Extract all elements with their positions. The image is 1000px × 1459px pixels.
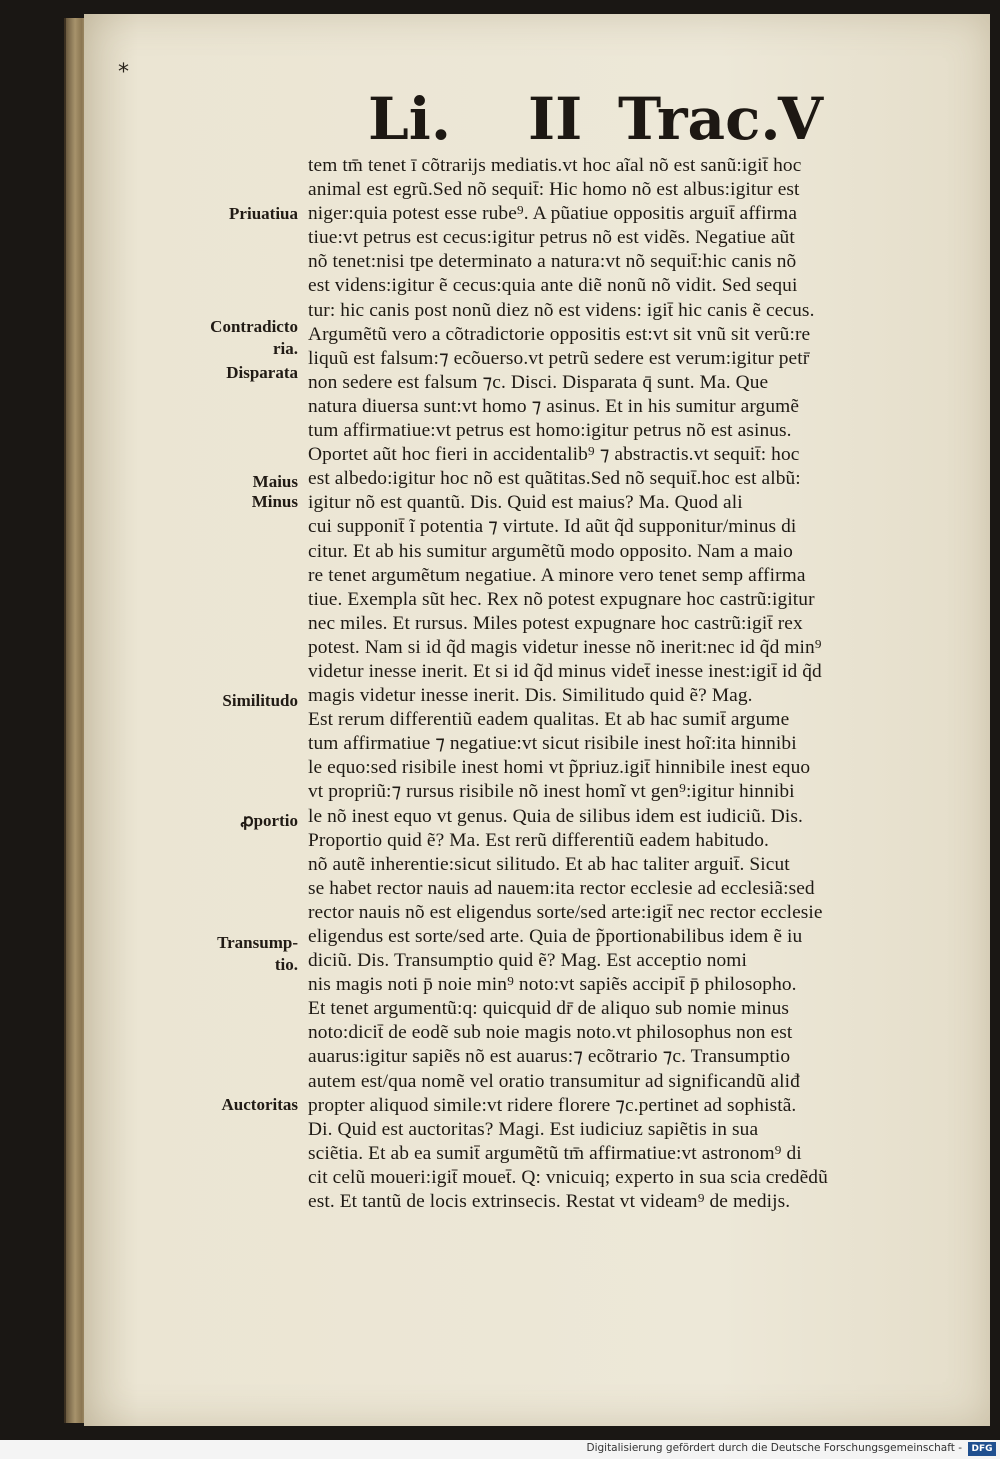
header-book-number: II xyxy=(528,85,583,153)
text-line: le nõ inest equo vt genus. Quia de silibus idem est iudiciũ. Dis. xyxy=(308,805,803,827)
text-line: citur. Et ab his sumitur argumẽtũ modo opposito. Nam a maio xyxy=(308,540,793,562)
text-line: Proportio quid ẽ? Ma. Est rerũ differentiũ eadem habitudo. xyxy=(308,829,769,851)
text-line: le equo:sed risibile inest homi vt p̃priuz.igit̄ hinnibile inest equo xyxy=(308,757,811,779)
text-line: autem est/qua nomẽ vel oratio transumitur ad significandũ aliđ xyxy=(308,1070,800,1092)
text-line: auarus:igitur sapiẽs nõ est auarus:⁊ ecõtrario ⁊c. Transumptio xyxy=(308,1046,791,1068)
text-line: est. Et tantũ de locis extrinsecis. Restat vt videam⁹ de medijs. xyxy=(308,1191,791,1213)
text-line: eligendus est sorte/sed arte. Quia de p̃portionabilibus idem ẽ iu xyxy=(308,926,803,947)
text-line: animal est egrũ.Sed nõ sequit̄: Hic homo nõ est albus:igitur est xyxy=(308,179,800,201)
text-line: non sedere est falsum ⁊c. Disci. Disparata q̄ sunt. Ma. Que xyxy=(308,371,769,393)
text-line: tur: hic canis post nonũ diez nõ est videns: igit̄ hic canis ẽ cecus. xyxy=(308,299,815,321)
text-line: propter aliquod simile:vt ridere florere ⁊c.pertinet ad sophistã. xyxy=(308,1094,797,1116)
header-tract-label: Trac. xyxy=(618,85,781,153)
text-line: tiue. Exempla sũt hec. Rex nõ potest expugnare hoc castrũ:igitur xyxy=(308,588,815,610)
margin-note-disparata: Disparata xyxy=(226,363,298,382)
text-line: nis magis noti p̄ noie min⁹ noto:vt sapiẽs accipit̄ p̄ philosopho. xyxy=(308,974,797,996)
text-line: rector nauis nõ est eligendus sorte/sed arte:igit̄ nec rector ecclesie xyxy=(308,901,823,923)
digitization-credit: Digitalisierung gefördert durch die Deutsche Forschungsgemeinschaft - xyxy=(586,1442,962,1454)
margin-note-privatiua: Priuatiua xyxy=(229,204,298,223)
text-line: Oportet aũt hoc fieri in accidentalib⁹ ⁊ abstractis.vt sequit̄: hoc xyxy=(308,444,800,466)
text-line: liquũ est falsum:⁊ ecõuerso.vt petrũ sedere est verum:igitur petr̄ xyxy=(308,347,810,369)
dfg-logo: DFG xyxy=(968,1442,996,1456)
text-line: diciũ. Dis. Transumptio quid ẽ? Mag. Est acceptio nomi xyxy=(308,950,747,972)
text-line: tum affirmatiue:vt petrus est homo:igitur petrus nõ est asinus. xyxy=(308,420,792,442)
text-line: Et tenet argumentũ:q: quicquid dr̄ de aliquo sub nomie minus xyxy=(308,998,790,1020)
text-line: se habet rector nauis ad nauem:ita rector ecclesie ad ecclesiã:sed xyxy=(308,877,815,899)
text-line: natura diuersa sunt:vt homo ⁊ asinus. Et in his sumitur argumẽ xyxy=(308,395,800,417)
text-line: nõ tenet:nisi tpe determinato a natura:vt nõ sequit̄:hic canis nõ xyxy=(308,251,797,273)
main-text-block xyxy=(308,154,948,1214)
margin-note-maius-minus: Maius Minus xyxy=(251,472,298,511)
text-line: vt propriũ:⁊ rursus risibile nõ inest homĩ vt gen⁹:igitur hinnibi xyxy=(308,781,795,803)
text-line: re tenet argumẽtum negatiue. A minore vero tenet semp affirma xyxy=(308,564,806,586)
text-line: est videns:igitur ẽ cecus:quia ante diẽ nonũ nõ vidit. Sed sequi xyxy=(308,275,798,297)
text-line: noto:dicit̄ de eodẽ sub noie magis noto.vt philosophus non est xyxy=(308,1022,793,1044)
text-line: tiue:vt petrus est cecus:igitur petrus nõ est vidẽs. Negatiue aũt xyxy=(308,227,795,249)
text-line: Di. Quid est auctoritas? Magi. Est iudiciuz sapiẽtis in sua xyxy=(308,1118,759,1140)
text-line: est albedo:igitur hoc nõ est quãtitas.Sed nõ sequit̄.hoc est albũ: xyxy=(308,468,801,490)
text-line: Est rerum differentiũ eadem qualitas. Et ab hac sumit̄ argume xyxy=(308,709,790,731)
margin-note-proportio: ꝓportio xyxy=(240,811,298,830)
text-line: nec miles. Et rursus. Miles potest expugnare hoc castrũ:igit̄ rex xyxy=(308,612,803,634)
corner-mark: * xyxy=(118,60,129,85)
text-line: cit celũ moueri:igit̄ mouet̄. Q: vnicuiq; experto in sua scia credẽdũ xyxy=(308,1166,828,1188)
text-line: sciẽtia. Et ab ea sumit̄ argumẽtũ tm̄ affirmatiue:vt astronom⁹ di xyxy=(308,1142,802,1164)
margin-note-transumptio: Transump- tio. xyxy=(217,933,298,974)
text-line: cui supponit̄ ĩ potentia ⁊ virtute. Id aũt q̃d supponitur/minus di xyxy=(308,516,797,538)
margin-note-contradictoria: Contradicto ria. xyxy=(210,317,298,358)
running-header xyxy=(368,84,848,154)
header-tract-number: V xyxy=(778,85,824,153)
header-book-label: Li. xyxy=(368,85,452,153)
text-line: tem tm̄ tenet ī cõtrarijs mediatis.vt hoc aĩal nõ est sanũ:igit̄ hoc xyxy=(308,155,802,176)
text-line: niger:quia potest esse rube⁹. A pũatiue oppositis arguit̄ affirma xyxy=(308,203,798,225)
text-line: potest. Nam si id q̃d magis videtur inesse nõ inerit:nec id q̃d min⁹ xyxy=(308,636,822,658)
text-line: tum affirmatiue ⁊ negatiue:vt sicut risibile inest hoĩ:ita hinnibi xyxy=(308,733,797,755)
text-line: igitur nõ est quantũ. Dis. Quid est maius? Ma. Quod ali xyxy=(308,492,743,514)
text-line: nõ autẽ inherentie:sicut silitudo. Et ab hac taliter arguit̄. Sicut xyxy=(308,853,790,875)
text-line: videtur inesse inerit. Et si id q̃d minus videt̄ inesse inest:igit̄ id q̃d xyxy=(308,660,822,682)
text-line: Argumẽtũ vero a cõtradictorie oppositis est:vt sit vnũ sit verũ:re xyxy=(308,323,811,345)
footer-bar xyxy=(0,1440,1000,1459)
text-line: magis videtur inesse inerit. Dis. Similitudo quid ẽ? Mag. xyxy=(308,685,753,707)
margin-note-auctoritas: Auctoritas xyxy=(221,1095,298,1114)
margin-note-similitudo: Similitudo xyxy=(222,691,298,710)
